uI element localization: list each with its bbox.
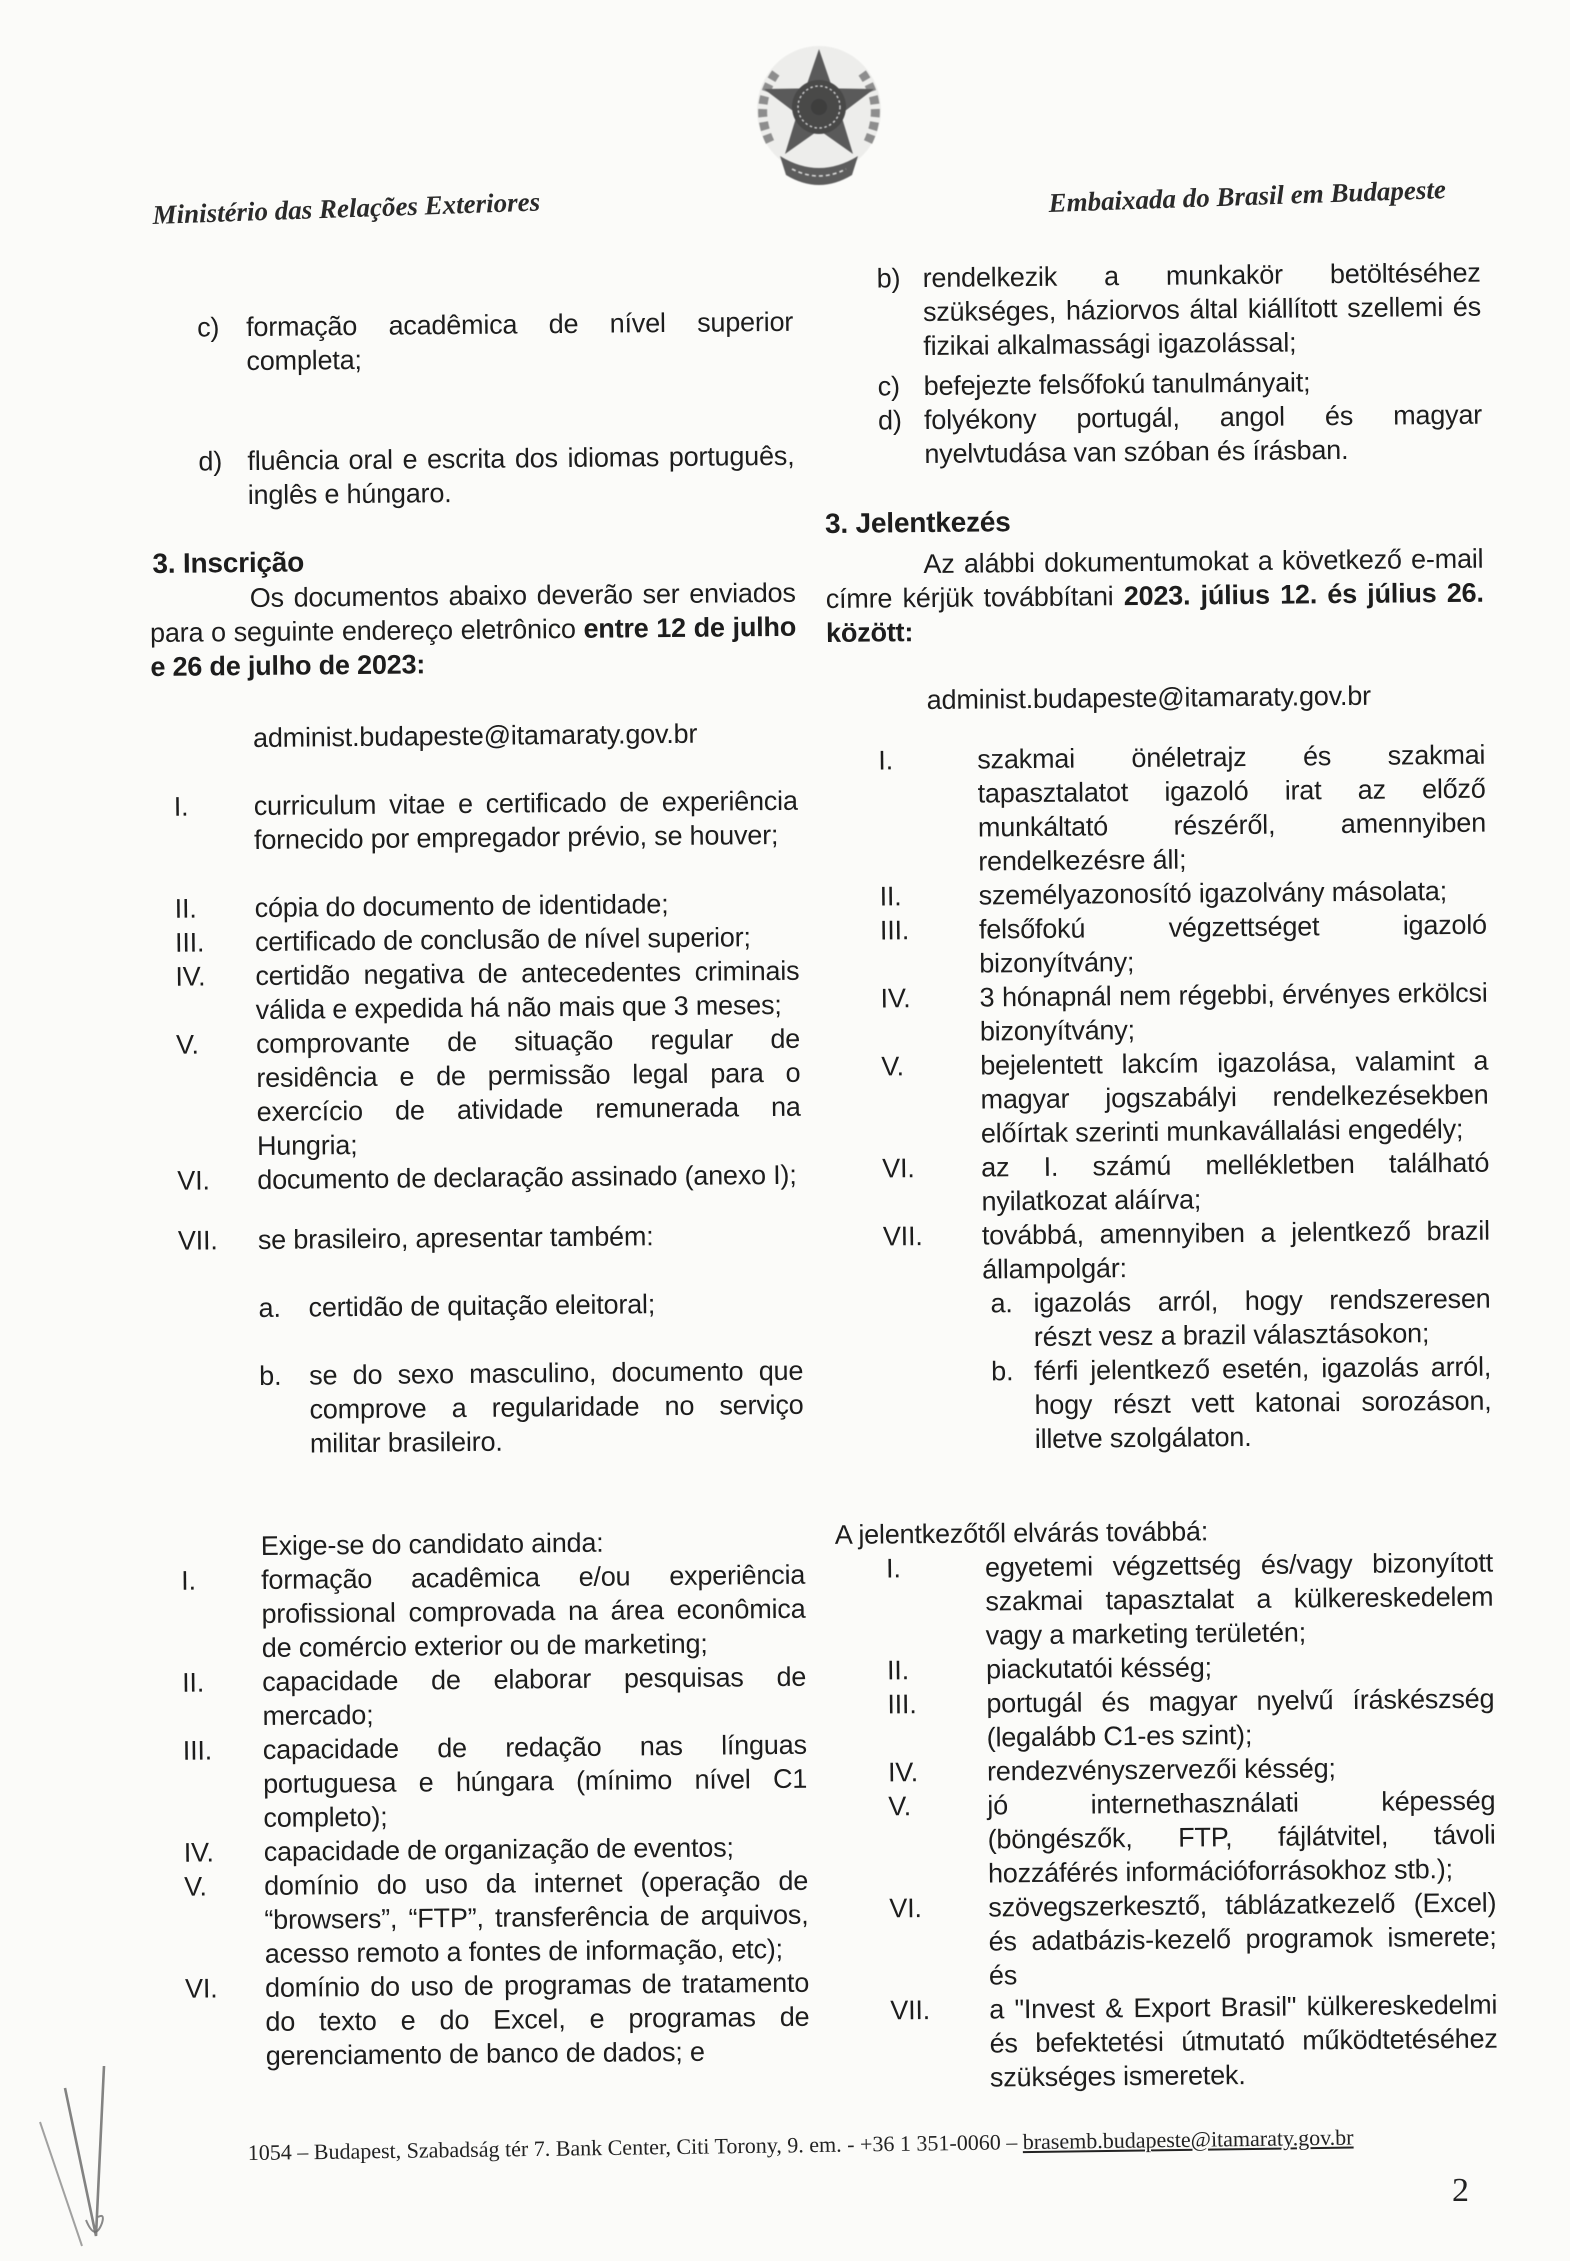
list-item-text: se brasileiro, apresentar também: <box>257 1221 654 1255</box>
list-item-text: capacidade de redação nas línguas portuguesa e húngara (mínimo nível C1 completo); <box>262 1729 808 1833</box>
list-item <box>838 1886 1497 1994</box>
list-item-text: capacidade de elaborar pesquisas de mercado; <box>262 1661 807 1731</box>
list-item <box>152 784 799 858</box>
list-marker: c) <box>877 371 900 402</box>
intro-text: Os documentos abaixo deverão ser enviados para o seguinte endereço eletrônico <box>149 577 796 648</box>
list-item <box>163 1966 810 2074</box>
list-item-text: jó internethasználati képesség (böngészők, FTP, fájlátvitel, távoli hozzáférés információforrásokhoz stb.); <box>987 1785 1496 1889</box>
list-item-text: capacidade de organização de eventos; <box>263 1832 734 1867</box>
list-marker: c) <box>197 312 220 343</box>
intro-deadline: entre 12 de julho e 26 de julho de 2023: <box>150 611 797 682</box>
list-item <box>835 1546 1494 1654</box>
intro-deadline: 2023. július 12. és július 26. között: <box>825 577 1484 648</box>
list-item-text: formação acadêmica e/ou experiência profissional comprovada na área econômica de comércio exterior ou de marketing; <box>261 1559 806 1663</box>
section-intro <box>825 542 1484 650</box>
section-heading: 3. Inscrição <box>152 546 305 579</box>
list-item-text: folyékony portugál, angol és magyar nyelvtudása van szóban és írásban. <box>923 399 1483 470</box>
requirements-intro: A jelentkezőtől elvárás továbbá: <box>834 1516 1209 1550</box>
list-marker: I. <box>181 1565 196 1596</box>
footer-address: 1054 – Budapest, Szabadság tér 7. Bank Center, Citi Torony, 9. em. - +36 1 351-0060 – <box>247 2129 1023 2165</box>
list-item-text: curriculum vitae e certificado de experiência fornecido por empregador prévio, se houver; <box>253 785 798 855</box>
list-item <box>832 1214 1491 1288</box>
list-item <box>156 1218 802 1258</box>
list-marker: d) <box>877 405 902 436</box>
list-item <box>827 738 1486 880</box>
list-marker: I. <box>878 745 894 776</box>
list-item-text: formação acadêmica de nível superior completa; <box>245 306 794 377</box>
list-item-text: szövegszerkesztő, táblázatkezelő (Excel) és adatbázis-kezelő programok ismerete; és <box>988 1887 1497 1991</box>
list-item <box>839 1988 1498 2096</box>
list-marker: IV. <box>183 1837 214 1868</box>
list-item-text: személyazonosító igazolvány másolata; <box>978 876 1448 911</box>
list-item <box>161 1728 808 1836</box>
list-marker: a. <box>258 1292 281 1323</box>
list-item-text: comprovante de situação regular de residência e de permissão legal para o exercício de atividade remunerada na Hungria; <box>255 1023 801 1161</box>
list-marker: a. <box>990 1288 1013 1319</box>
list-item-text: 3 hónapnál nem régebbi, érvényes erkölcsi bizonyítvány; <box>979 977 1488 1047</box>
list-marker: III. <box>887 1689 917 1720</box>
list-item <box>147 305 794 379</box>
application-email: administ.budapeste@itamaraty.gov.br <box>926 680 1371 716</box>
section-heading: 3. Jelentkezés <box>824 506 1011 539</box>
list-marker: V. <box>881 1051 905 1082</box>
list-item-text: cópia do documento de identidade; <box>254 889 669 923</box>
sub-list-item <box>832 1282 1491 1356</box>
list-item-text: domínio do uso da internet (operação de “browsers”, “FTP”, transferência de arquivos, acesso remoto a fontes de informação, etc); <box>263 1865 809 1969</box>
list-marker: II. <box>182 1667 205 1698</box>
list-item-text: továbbá, amennyiben a jelentkező brazil állampolgár: <box>981 1215 1490 1285</box>
page-number: 2 <box>1452 2172 1469 2209</box>
portuguese-column <box>144 0 810 2074</box>
list-item-text: certidão negativa de antecedentes criminais válida e expedida há não mais que 3 meses; <box>255 955 800 1025</box>
list-marker: V. <box>175 1029 199 1060</box>
list-marker: II. <box>886 1655 910 1686</box>
hungarian-column <box>820 0 1498 2096</box>
list-marker: VI. <box>177 1165 210 1196</box>
list-marker: VII. <box>882 1221 923 1252</box>
list-marker: VII. <box>177 1225 218 1256</box>
list-item-text: igazolás arról, hogy rendszeresen részt vesz a brazil választásokon; <box>1033 1283 1491 1353</box>
application-email: administ.budapeste@itamaraty.gov.br <box>252 718 698 753</box>
list-item-text: documento de declaração assinado (anexo I); <box>257 1159 797 1195</box>
list-marker: VI. <box>889 1893 922 1924</box>
embassy-title: Embaixada do Brasil em Budapeste <box>1048 174 1447 218</box>
list-item <box>830 1044 1489 1152</box>
list-item-text: férfi jelentkező esetén, igazolás arról, hogy részt vett katonai sorozáson, illetve szolgálaton. <box>1034 1351 1492 1455</box>
list-item-text: az I. számú mellékletben található nyilatkozat aláírva; <box>981 1147 1490 1217</box>
list-marker: VI. <box>882 1153 915 1184</box>
list-marker: V. <box>888 1791 912 1822</box>
list-marker: II. <box>174 893 197 924</box>
list-item <box>162 1864 809 1972</box>
list-item <box>155 1158 801 1198</box>
list-marker: d) <box>198 446 223 477</box>
list-marker: V. <box>183 1871 207 1902</box>
list-marker: I. <box>173 791 189 822</box>
list-item <box>160 1660 807 1734</box>
list-marker: b. <box>259 1360 282 1391</box>
list-marker: I. <box>885 1553 901 1584</box>
list-item <box>824 398 1483 472</box>
list-item-text: domínio do uso de programas de tratamento do texto e do Excel, e programas de gerenciamento de banco de dados; e <box>264 1967 810 2071</box>
intro-text: Az alábbi dokumentumokat a következő e-mail címre kérjük továbbítani <box>825 543 1484 614</box>
list-item-text: piackutatói késség; <box>985 1652 1213 1685</box>
list-marker: II. <box>879 881 902 912</box>
list-item <box>154 1022 801 1164</box>
ministry-title: Ministério das Relações Exteriores <box>152 186 541 230</box>
pen-scribble <box>20 2030 180 2260</box>
list-item <box>829 908 1488 982</box>
list-item <box>829 976 1488 1050</box>
list-item <box>153 954 800 1028</box>
list-item-text: rendezvényszervezői késség; <box>986 1753 1336 1787</box>
list-marker: III. <box>182 1735 213 1766</box>
list-item-text: portugál és magyar nyelvű íráskészség (legalább C1-es szint); <box>986 1683 1495 1753</box>
list-item-text: egyetemi végzettség és/vagy bizonyított szakmai tapasztalat a külkereskedelem vagy a marketing területén; <box>984 1547 1494 1651</box>
list-item <box>823 256 1482 364</box>
footer <box>248 2123 1438 2166</box>
list-item-text: certificado de conclusão de nível superior; <box>254 922 751 957</box>
list-item <box>159 1558 806 1666</box>
list-marker: VI. <box>184 1973 218 2004</box>
sub-list-item <box>157 1354 804 1462</box>
list-item-text: se do sexo masculino, documento que comprove a regularidade no serviço militar brasileiro. <box>309 1355 804 1459</box>
sub-list-item <box>833 1350 1492 1458</box>
list-item-text: rendelkezik a munkakör betöltéséhez szükséges, háziorvos által kiállított szellemi és fizikai alkalmassági igazolással; <box>922 257 1482 362</box>
requirements-intro: Exige-se do candidato ainda: <box>260 1527 604 1561</box>
list-marker: b. <box>991 1356 1014 1387</box>
list-item <box>837 1784 1496 1892</box>
footer-email-link[interactable]: brasemb.budapeste@itamaraty.gov.br <box>1022 2124 1354 2155</box>
list-item-text: szakmai önéletrajz és szakmai tapasztalatot igazoló irat az előző munkáltató részéről, amennyiben rendelkezésre áll; <box>977 739 1487 877</box>
list-marker: III. <box>879 915 910 946</box>
list-marker: III. <box>174 927 205 958</box>
list-item-text: befejezte felsőfokú tanulmányait; <box>923 367 1311 402</box>
section-intro <box>150 576 797 684</box>
list-item-text: certidão de quitação eleitoral; <box>308 1289 656 1323</box>
list-item <box>836 1682 1495 1756</box>
list-item-text: a "Invest & Export Brasil" külkereskedelmi és befektetési útmutató működtetéséhez szükséges ismeretek. <box>989 1989 1498 2093</box>
list-item-text: fluência oral e escrita dos idiomas português, inglês e húngaro. <box>247 440 795 511</box>
list-marker: IV. <box>887 1757 919 1788</box>
list-marker: VII. <box>890 1995 931 2026</box>
list-marker: IV. <box>175 961 206 992</box>
sub-list-item <box>156 1286 802 1326</box>
list-marker: b) <box>876 263 901 294</box>
list-item <box>831 1146 1490 1220</box>
list-item-text: bejelentett lakcím igazolása, valamint a magyar jogszabályi rendelkezésekben előírtak szerinti munkavállalási engedély; <box>980 1045 1489 1149</box>
list-item <box>148 439 795 513</box>
list-item-text: felsőfokú végzettséget igazoló bizonyítvány; <box>978 909 1488 979</box>
list-marker: IV. <box>880 983 911 1014</box>
